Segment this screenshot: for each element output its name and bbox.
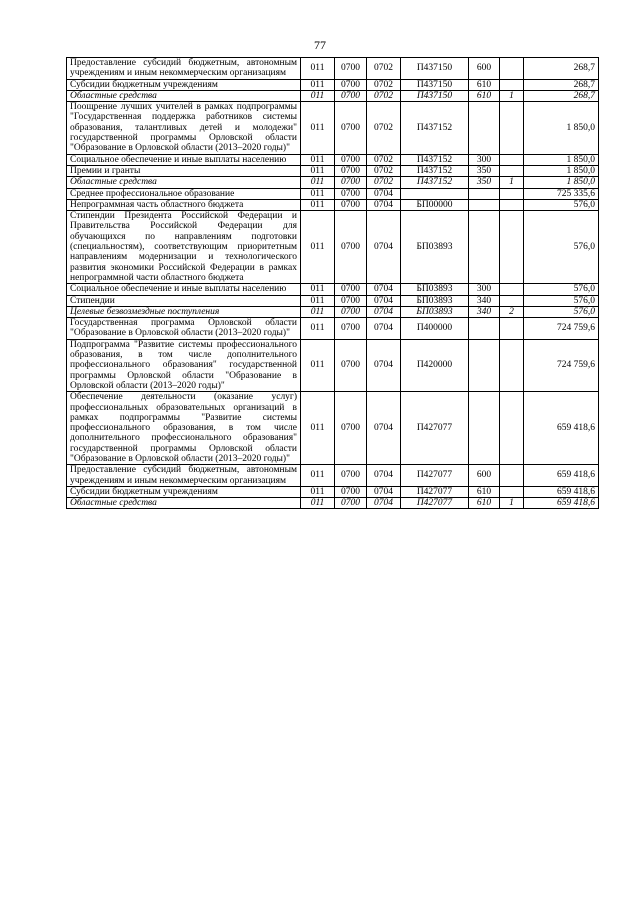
table-row bbox=[67, 486, 599, 497]
section-code: 0700 bbox=[335, 90, 367, 101]
section-code: 0700 bbox=[335, 339, 367, 391]
ministry-code: 011 bbox=[301, 486, 335, 497]
subsection-code: 0704 bbox=[367, 465, 401, 487]
ministry-code: 011 bbox=[301, 79, 335, 90]
income-source-code bbox=[500, 79, 524, 90]
subsection-code: 0704 bbox=[367, 188, 401, 199]
section-code: 0700 bbox=[335, 318, 367, 340]
subsection-code: 0704 bbox=[367, 211, 401, 284]
row-amount: 1 850,0 bbox=[524, 102, 599, 154]
ministry-code: 011 bbox=[301, 165, 335, 176]
expense-type-code: 610 bbox=[469, 90, 500, 101]
table-row bbox=[67, 199, 599, 210]
row-amount: 659 418,6 bbox=[524, 498, 599, 509]
ministry-code: 011 bbox=[301, 284, 335, 295]
target-article-code: БП03893 bbox=[401, 211, 469, 284]
income-source-code: 1 bbox=[500, 90, 524, 101]
row-amount: 659 418,6 bbox=[524, 465, 599, 487]
expense-type-code: 610 bbox=[469, 79, 500, 90]
target-article-code bbox=[401, 188, 469, 199]
subsection-code: 0704 bbox=[367, 306, 401, 317]
section-code: 0700 bbox=[335, 486, 367, 497]
row-amount: 576,0 bbox=[524, 295, 599, 306]
row-name: Областные средства bbox=[67, 90, 301, 101]
section-code: 0700 bbox=[335, 498, 367, 509]
target-article-code: П427077 bbox=[401, 465, 469, 487]
ministry-code: 011 bbox=[301, 498, 335, 509]
section-code: 0700 bbox=[335, 199, 367, 210]
row-amount: 724 759,6 bbox=[524, 318, 599, 340]
row-amount: 268,7 bbox=[524, 90, 599, 101]
table-row bbox=[67, 339, 599, 391]
subsection-code: 0702 bbox=[367, 177, 401, 188]
income-source-code bbox=[500, 102, 524, 154]
ministry-code: 011 bbox=[301, 154, 335, 165]
table-row bbox=[67, 177, 599, 188]
row-amount: 1 850,0 bbox=[524, 154, 599, 165]
table-row bbox=[67, 154, 599, 165]
section-code: 0700 bbox=[335, 465, 367, 487]
table-row bbox=[67, 318, 599, 340]
row-name: Среднее профессиональное образование bbox=[67, 188, 301, 199]
expense-type-code: 300 bbox=[469, 284, 500, 295]
income-source-code bbox=[500, 392, 524, 465]
row-amount: 1 850,0 bbox=[524, 177, 599, 188]
row-amount: 724 759,6 bbox=[524, 339, 599, 391]
budget-table-body bbox=[67, 58, 599, 509]
section-code: 0700 bbox=[335, 284, 367, 295]
expense-type-code: 340 bbox=[469, 306, 500, 317]
table-row bbox=[67, 79, 599, 90]
income-source-code bbox=[500, 318, 524, 340]
ministry-code: 011 bbox=[301, 199, 335, 210]
expense-type-code bbox=[469, 102, 500, 154]
table-row bbox=[67, 211, 599, 284]
target-article-code: БП00000 bbox=[401, 199, 469, 210]
row-name: Предоставление субсидий бюджетным, автономным учреждениям и иным некоммерческим организациям bbox=[67, 58, 301, 80]
row-name: Областные средства bbox=[67, 498, 301, 509]
table-row bbox=[67, 284, 599, 295]
section-code: 0700 bbox=[335, 102, 367, 154]
subsection-code: 0702 bbox=[367, 79, 401, 90]
row-name: Социальное обеспечение и иные выплаты населению bbox=[67, 284, 301, 295]
row-amount: 268,7 bbox=[524, 79, 599, 90]
table-row bbox=[67, 392, 599, 465]
expense-type-code bbox=[469, 339, 500, 391]
table-row bbox=[67, 58, 599, 80]
row-amount: 1 850,0 bbox=[524, 165, 599, 176]
subsection-code: 0704 bbox=[367, 339, 401, 391]
row-name: Областные средства bbox=[67, 177, 301, 188]
row-name: Государственная программа Орловской области "Образование в Орловской области (2013–2020 годы)" bbox=[67, 318, 301, 340]
row-name: Субсидии бюджетным учреждениям bbox=[67, 486, 301, 497]
subsection-code: 0702 bbox=[367, 102, 401, 154]
target-article-code: П427077 bbox=[401, 498, 469, 509]
target-article-code: БП03893 bbox=[401, 284, 469, 295]
row-amount: 659 418,6 bbox=[524, 486, 599, 497]
section-code: 0700 bbox=[335, 58, 367, 80]
expense-type-code bbox=[469, 318, 500, 340]
target-article-code: П437152 bbox=[401, 102, 469, 154]
section-code: 0700 bbox=[335, 165, 367, 176]
ministry-code: 011 bbox=[301, 306, 335, 317]
income-source-code bbox=[500, 165, 524, 176]
subsection-code: 0704 bbox=[367, 498, 401, 509]
income-source-code bbox=[500, 188, 524, 199]
ministry-code: 011 bbox=[301, 90, 335, 101]
table-row bbox=[67, 306, 599, 317]
row-name: Стипендии bbox=[67, 295, 301, 306]
subsection-code: 0702 bbox=[367, 165, 401, 176]
row-name: Непрограммная часть областного бюджета bbox=[67, 199, 301, 210]
target-article-code: П437150 bbox=[401, 79, 469, 90]
income-source-code bbox=[500, 465, 524, 487]
section-code: 0700 bbox=[335, 306, 367, 317]
table-row bbox=[67, 102, 599, 154]
expense-type-code: 600 bbox=[469, 58, 500, 80]
ministry-code: 011 bbox=[301, 102, 335, 154]
section-code: 0700 bbox=[335, 177, 367, 188]
ministry-code: 011 bbox=[301, 58, 335, 80]
target-article-code: П427077 bbox=[401, 486, 469, 497]
row-name: Социальное обеспечение и иные выплаты населению bbox=[67, 154, 301, 165]
target-article-code: П437152 bbox=[401, 154, 469, 165]
expense-type-code bbox=[469, 199, 500, 210]
income-source-code: 1 bbox=[500, 498, 524, 509]
expense-type-code: 300 bbox=[469, 154, 500, 165]
table-row bbox=[67, 188, 599, 199]
ministry-code: 011 bbox=[301, 465, 335, 487]
row-name: Поощрение лучших учителей в рамках подпрограммы "Государственная поддержка работников системы образования, талантливых детей и молодежи" государственной программы Орловской области "Образование в Орловской области (2013–2020 годы)" bbox=[67, 102, 301, 154]
row-name: Целевые безвозмездные поступления bbox=[67, 306, 301, 317]
target-article-code: П437150 bbox=[401, 90, 469, 101]
income-source-code bbox=[500, 284, 524, 295]
table-row bbox=[67, 165, 599, 176]
row-name: Премии и гранты bbox=[67, 165, 301, 176]
table-row bbox=[67, 295, 599, 306]
income-source-code bbox=[500, 58, 524, 80]
target-article-code: П427077 bbox=[401, 392, 469, 465]
income-source-code bbox=[500, 295, 524, 306]
subsection-code: 0702 bbox=[367, 154, 401, 165]
target-article-code: БП03893 bbox=[401, 295, 469, 306]
section-code: 0700 bbox=[335, 211, 367, 284]
expense-type-code bbox=[469, 211, 500, 284]
income-source-code: 1 bbox=[500, 177, 524, 188]
ministry-code: 011 bbox=[301, 177, 335, 188]
income-source-code: 2 bbox=[500, 306, 524, 317]
section-code: 0700 bbox=[335, 295, 367, 306]
subsection-code: 0704 bbox=[367, 295, 401, 306]
row-amount: 725 335,6 bbox=[524, 188, 599, 199]
row-name: Стипендии Президента Российской Федерации и Правительства Российской Федерации для обучающихся по направлениям подготовки (специальностям), соответствующим приоритетным направлениям модернизации и технологического развития экономики Российской Федерации в рамках непрограммной части областного бюджета bbox=[67, 211, 301, 284]
subsection-code: 0704 bbox=[367, 392, 401, 465]
row-name: Обеспечение деятельности (оказание услуг) профессиональных образовательных организаций в рамках подпрограммы "Развитие системы профессионального образования, в том числе дополнительного профессионального образования" государственной программы Орловской области "Образование в Орловской области (2013–2020 годы)" bbox=[67, 392, 301, 465]
expense-type-code: 340 bbox=[469, 295, 500, 306]
budget-table bbox=[66, 57, 599, 509]
target-article-code: П437152 bbox=[401, 177, 469, 188]
income-source-code bbox=[500, 211, 524, 284]
income-source-code bbox=[500, 199, 524, 210]
target-article-code: П420000 bbox=[401, 339, 469, 391]
ministry-code: 011 bbox=[301, 295, 335, 306]
table-row bbox=[67, 465, 599, 487]
page-number: 77 bbox=[314, 38, 326, 52]
income-source-code bbox=[500, 339, 524, 391]
row-name: Субсидии бюджетным учреждениям bbox=[67, 79, 301, 90]
row-amount: 659 418,6 bbox=[524, 392, 599, 465]
subsection-code: 0702 bbox=[367, 58, 401, 80]
ministry-code: 011 bbox=[301, 211, 335, 284]
expense-type-code: 610 bbox=[469, 498, 500, 509]
table-row bbox=[67, 498, 599, 509]
subsection-code: 0704 bbox=[367, 284, 401, 295]
subsection-code: 0702 bbox=[367, 90, 401, 101]
target-article-code: П437150 bbox=[401, 58, 469, 80]
expense-type-code: 350 bbox=[469, 165, 500, 176]
row-name: Подпрограмма "Развитие системы профессионального образования, в том числе дополнительного профессионального образования" государственной программы Орловской области "Образование в Орловской области (2013–2020 годы)" bbox=[67, 339, 301, 391]
target-article-code: БП03893 bbox=[401, 306, 469, 317]
income-source-code bbox=[500, 486, 524, 497]
expense-type-code: 600 bbox=[469, 465, 500, 487]
target-article-code: П400000 bbox=[401, 318, 469, 340]
row-amount: 268,7 bbox=[524, 58, 599, 80]
section-code: 0700 bbox=[335, 79, 367, 90]
row-amount: 576,0 bbox=[524, 284, 599, 295]
section-code: 0700 bbox=[335, 154, 367, 165]
ministry-code: 011 bbox=[301, 392, 335, 465]
table-row bbox=[67, 90, 599, 101]
expense-type-code: 350 bbox=[469, 177, 500, 188]
section-code: 0700 bbox=[335, 392, 367, 465]
row-amount: 576,0 bbox=[524, 211, 599, 284]
expense-type-code bbox=[469, 392, 500, 465]
expense-type-code: 610 bbox=[469, 486, 500, 497]
expense-type-code bbox=[469, 188, 500, 199]
subsection-code: 0704 bbox=[367, 486, 401, 497]
row-amount: 576,0 bbox=[524, 199, 599, 210]
ministry-code: 011 bbox=[301, 188, 335, 199]
row-amount: 576,0 bbox=[524, 306, 599, 317]
ministry-code: 011 bbox=[301, 339, 335, 391]
subsection-code: 0704 bbox=[367, 199, 401, 210]
section-code: 0700 bbox=[335, 188, 367, 199]
row-name: Предоставление субсидий бюджетным, автономным учреждениям и иным некоммерческим организациям bbox=[67, 465, 301, 487]
ministry-code: 011 bbox=[301, 318, 335, 340]
target-article-code: П437152 bbox=[401, 165, 469, 176]
subsection-code: 0704 bbox=[367, 318, 401, 340]
income-source-code bbox=[500, 154, 524, 165]
